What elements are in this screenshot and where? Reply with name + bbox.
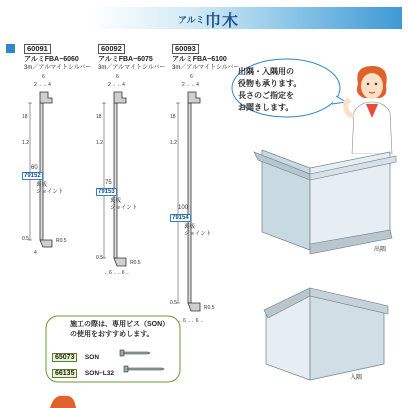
dim-top-6: 6 [42,74,45,80]
page-title: 巾木 [205,13,240,30]
dim-0-5: 0.5 [170,300,177,306]
note-text: 施工の際は、専用ビス（SON） の使用をおすすめします。 [70,321,170,338]
dim-r05: R0.5 [56,238,67,244]
product-finish: 3m／アルマイトシルバー [98,65,166,71]
product-finish: 3m／アルマイトシルバー [172,65,240,71]
screw-code: 65073 [52,353,77,362]
screw-code: 66135 [52,369,77,378]
joint-label: 裏板 ジョイント [184,224,212,237]
screw-icon [124,366,164,372]
dim-r05: R0.5 [130,260,141,266]
dim-top-2-4: 2→ ←4 [108,82,125,88]
product-code: 60091 [24,44,51,54]
dim-height: 75 [105,180,112,186]
dim-top-2-4: 2→ ←4 [182,82,199,88]
dim-1-2: 1.2 [96,140,103,146]
screw-name: SON−L32 [84,370,115,377]
joint-code: 79154 [172,215,189,221]
dim-r05: R0.5 [204,305,215,311]
joint-label: 裏板 ジョイント [36,182,64,195]
dim-bottom-4: 4 [34,250,37,256]
screw-row-2 [52,362,114,380]
screw-icon [120,350,150,356]
dim-top-6: 6 [190,74,193,80]
dim-height: 60 [31,165,38,171]
product-code: 60092 [98,44,125,54]
bubble-text: 出隅・入隅用の 役物も承ります。 長さのご指定を お聞きします。 [238,67,302,112]
joint-code: 79153 [98,189,115,195]
dim-18: 18 [170,114,176,120]
screw-name: SON [84,354,100,361]
inner-corner-label: 入隅 [350,375,363,381]
dim-1-2: 1.2 [170,140,177,146]
dim-top-2-4: 2→ ←4 [34,82,51,88]
product-name: アルミFBA−6060 [24,56,79,63]
product-finish: 3m／アルマイトシルバー [24,65,92,71]
joint-code: 79152 [24,173,41,179]
screw-icons [118,347,178,377]
character-peek-icon [48,392,78,408]
joint-label: 裏板 ジョイント [110,198,138,211]
product-name: アルミFBA−6100 [172,56,227,63]
profile-3 [176,92,200,311]
profile-2 [102,92,126,266]
dim-bottom-6-6: ←6→←6→ [104,270,130,276]
dim-bottom-6-6: ←6→←6→ [178,318,204,324]
dim-1-2: 1.2 [22,140,29,146]
dim-0-5: 0.5 [96,255,103,261]
product-name: アルミFBA−6075 [98,56,153,63]
title-prefix: アルミ [178,15,205,25]
product-code: 60093 [172,44,199,54]
dim-height: 100 [178,205,189,211]
dim-top-6: 6 [116,74,119,80]
outer-corner-label: 出隅 [374,247,387,253]
inner-corner-illustration [258,284,394,394]
dim-18: 18 [22,114,28,120]
outer-corner-illustration [250,140,400,260]
dim-0-5: 0.5 [22,236,29,242]
dim-18: 18 [96,114,102,120]
